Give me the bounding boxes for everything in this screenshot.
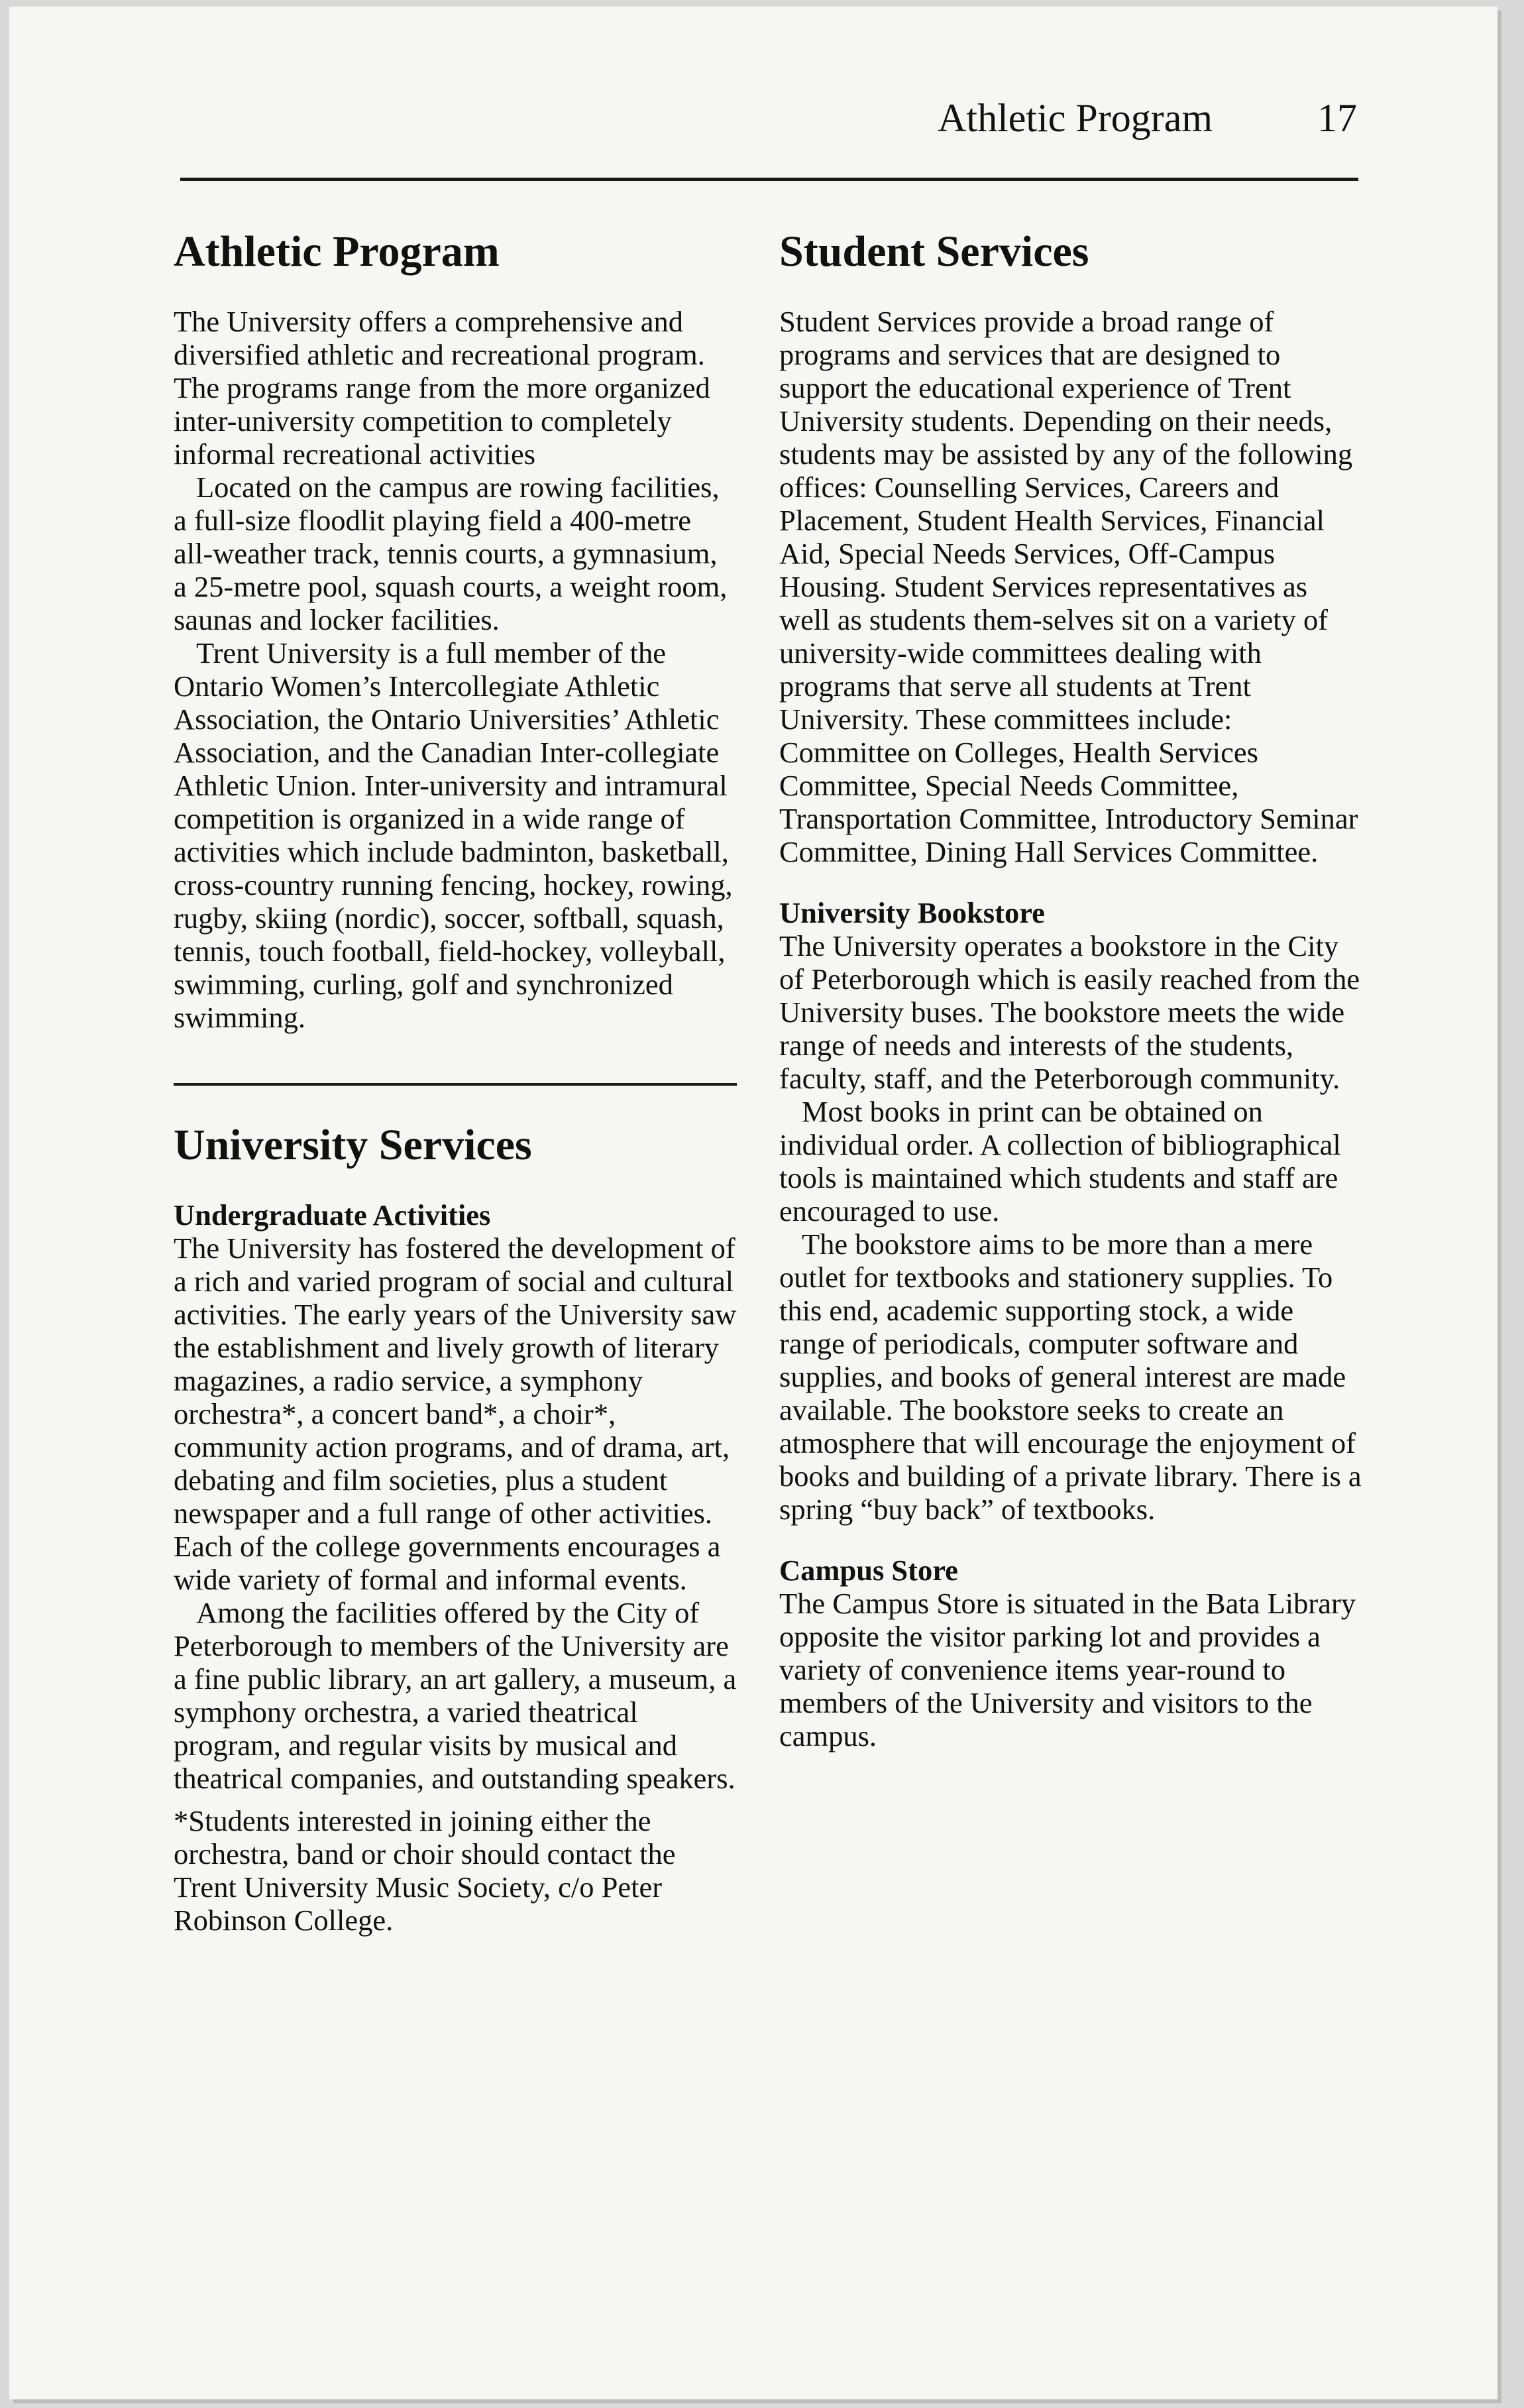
student-services-section: [779, 225, 1362, 868]
athletic-program-section: [174, 225, 737, 1034]
university-services-section: [174, 1119, 737, 1937]
campus-store-section: [779, 1554, 1362, 1752]
header-rule: [180, 178, 1358, 181]
athletic-paragraph-1: The University offers a comprehensive and diversified athletic and recreational program. The programs range from the more organized inter-university competition to completely informal recreational activities: [174, 305, 710, 471]
spacer: [779, 868, 1362, 896]
running-head: [180, 91, 1357, 144]
spacer: [779, 1526, 1362, 1554]
student-services-heading: Student Services: [779, 227, 1089, 276]
campus-store-paragraph: The Campus Store is situated in the Bata Library opposite the visitor parking lot and provides a variety of convenience items year-round to members of the University and visitors to the campus.: [779, 1587, 1356, 1752]
right-column: [779, 225, 1362, 1752]
undergraduate-paragraph-1: The University has fostered the development of a rich and varied program of social and cultural activities. The early years of the University saw the establishment and lively growth of literary magazines, a radio service, a symphony orchestra*, a concert band*, a choir*, community action programs, and of drama, art, debating and film societies, plus a student newspaper and a full range of other activities. Each of the college governments encourages a wide variety of formal and informal events.: [174, 1232, 737, 1596]
bookstore-paragraph-2: Most books in print can be obtained on individual order. A collection of bibliographical tools is maintained which students and staff are encouraged to use.: [779, 1095, 1341, 1228]
left-column: [174, 225, 737, 1937]
campus-store-heading: Campus Store: [779, 1554, 958, 1587]
section-divider: [174, 1083, 737, 1086]
music-society-note: *Students interested in joining either the orchestra, band or choir should contact the Trent University Music Society, c/o Peter Robinson College.: [174, 1804, 676, 1937]
running-title: Athletic Program: [938, 96, 1213, 140]
page-sheet: [9, 7, 1497, 2399]
bookstore-heading: University Bookstore: [779, 896, 1045, 929]
athletic-paragraph-2: Located on the campus are rowing facilities, a full-size floodlit playing field a 400-metre all-weather track, tennis courts, a gymnasium, a 25-metre pool, squash courts, a weight room, saunas and locker facilities.: [174, 471, 728, 636]
page-number: 17: [1317, 96, 1357, 140]
bookstore-section: [779, 896, 1362, 1526]
undergraduate-paragraph-2: Among the facilities offered by the City of Peterborough to members of the University are a fine public library, an art gallery, a museum, a symphony orchestra, a varied theatrical program, and regular visits by musical and theatrical companies, and outstanding speakers.: [174, 1596, 737, 1795]
bookstore-paragraph-1: The University operates a bookstore in the City of Peterborough which is easily reached from the University buses. The bookstore meets the wide range of needs and interests of the students, faculty, staff, and the Peterborough community.: [779, 929, 1360, 1095]
athletic-paragraph-3: Trent University is a full member of the Ontario Women’s Intercollegiate Athletic Association, the Ontario Universities’ Athletic Association, and the Canadian Inter-collegiate Athletic Union. Inter-university and intramural competition is organized in a wide range of activities which include badminton, basketball, cross-country running fencing, hockey, rowing, rugby, skiing (nordic), soccer, softball, squash, tennis, touch football, field-hockey, volleyball, swimming, curling, golf and synchronized swimming.: [174, 636, 733, 1034]
athletic-program-heading: Athletic Program: [174, 227, 500, 276]
bookstore-paragraph-3: The bookstore aims to be more than a mere outlet for textbooks and stationery supplies. To this end, academic supporting stock, a wide range of periodicals, computer software and supplies, and books of general interest are made available. The bookstore seeks to create an atmosphere that will encourage the enjoyment of books and building of a private library. There is a spring “buy back” of textbooks.: [779, 1228, 1362, 1526]
undergraduate-activities-heading: Undergraduate Activities: [174, 1198, 491, 1232]
university-services-heading: University Services: [174, 1121, 532, 1169]
student-services-paragraph: Student Services provide a broad range of programs and services that are designed to support the educational experience of Trent University students. Depending on their needs, students may be assisted by any of the following offices: Counselling Services, Careers and Placement, Student Health Services, Financial Aid, Special Needs Services, Off-Campus Housing. Student Services representatives as well as students them-selves sit on a variety of university-wide committees dealing with programs that serve all students at Trent University. These committees include: Committee on Colleges, Health Services Committee, Special Needs Committee, Transportation Committee, Introductory Seminar Committee, Dining Hall Services Committee.: [779, 305, 1358, 868]
